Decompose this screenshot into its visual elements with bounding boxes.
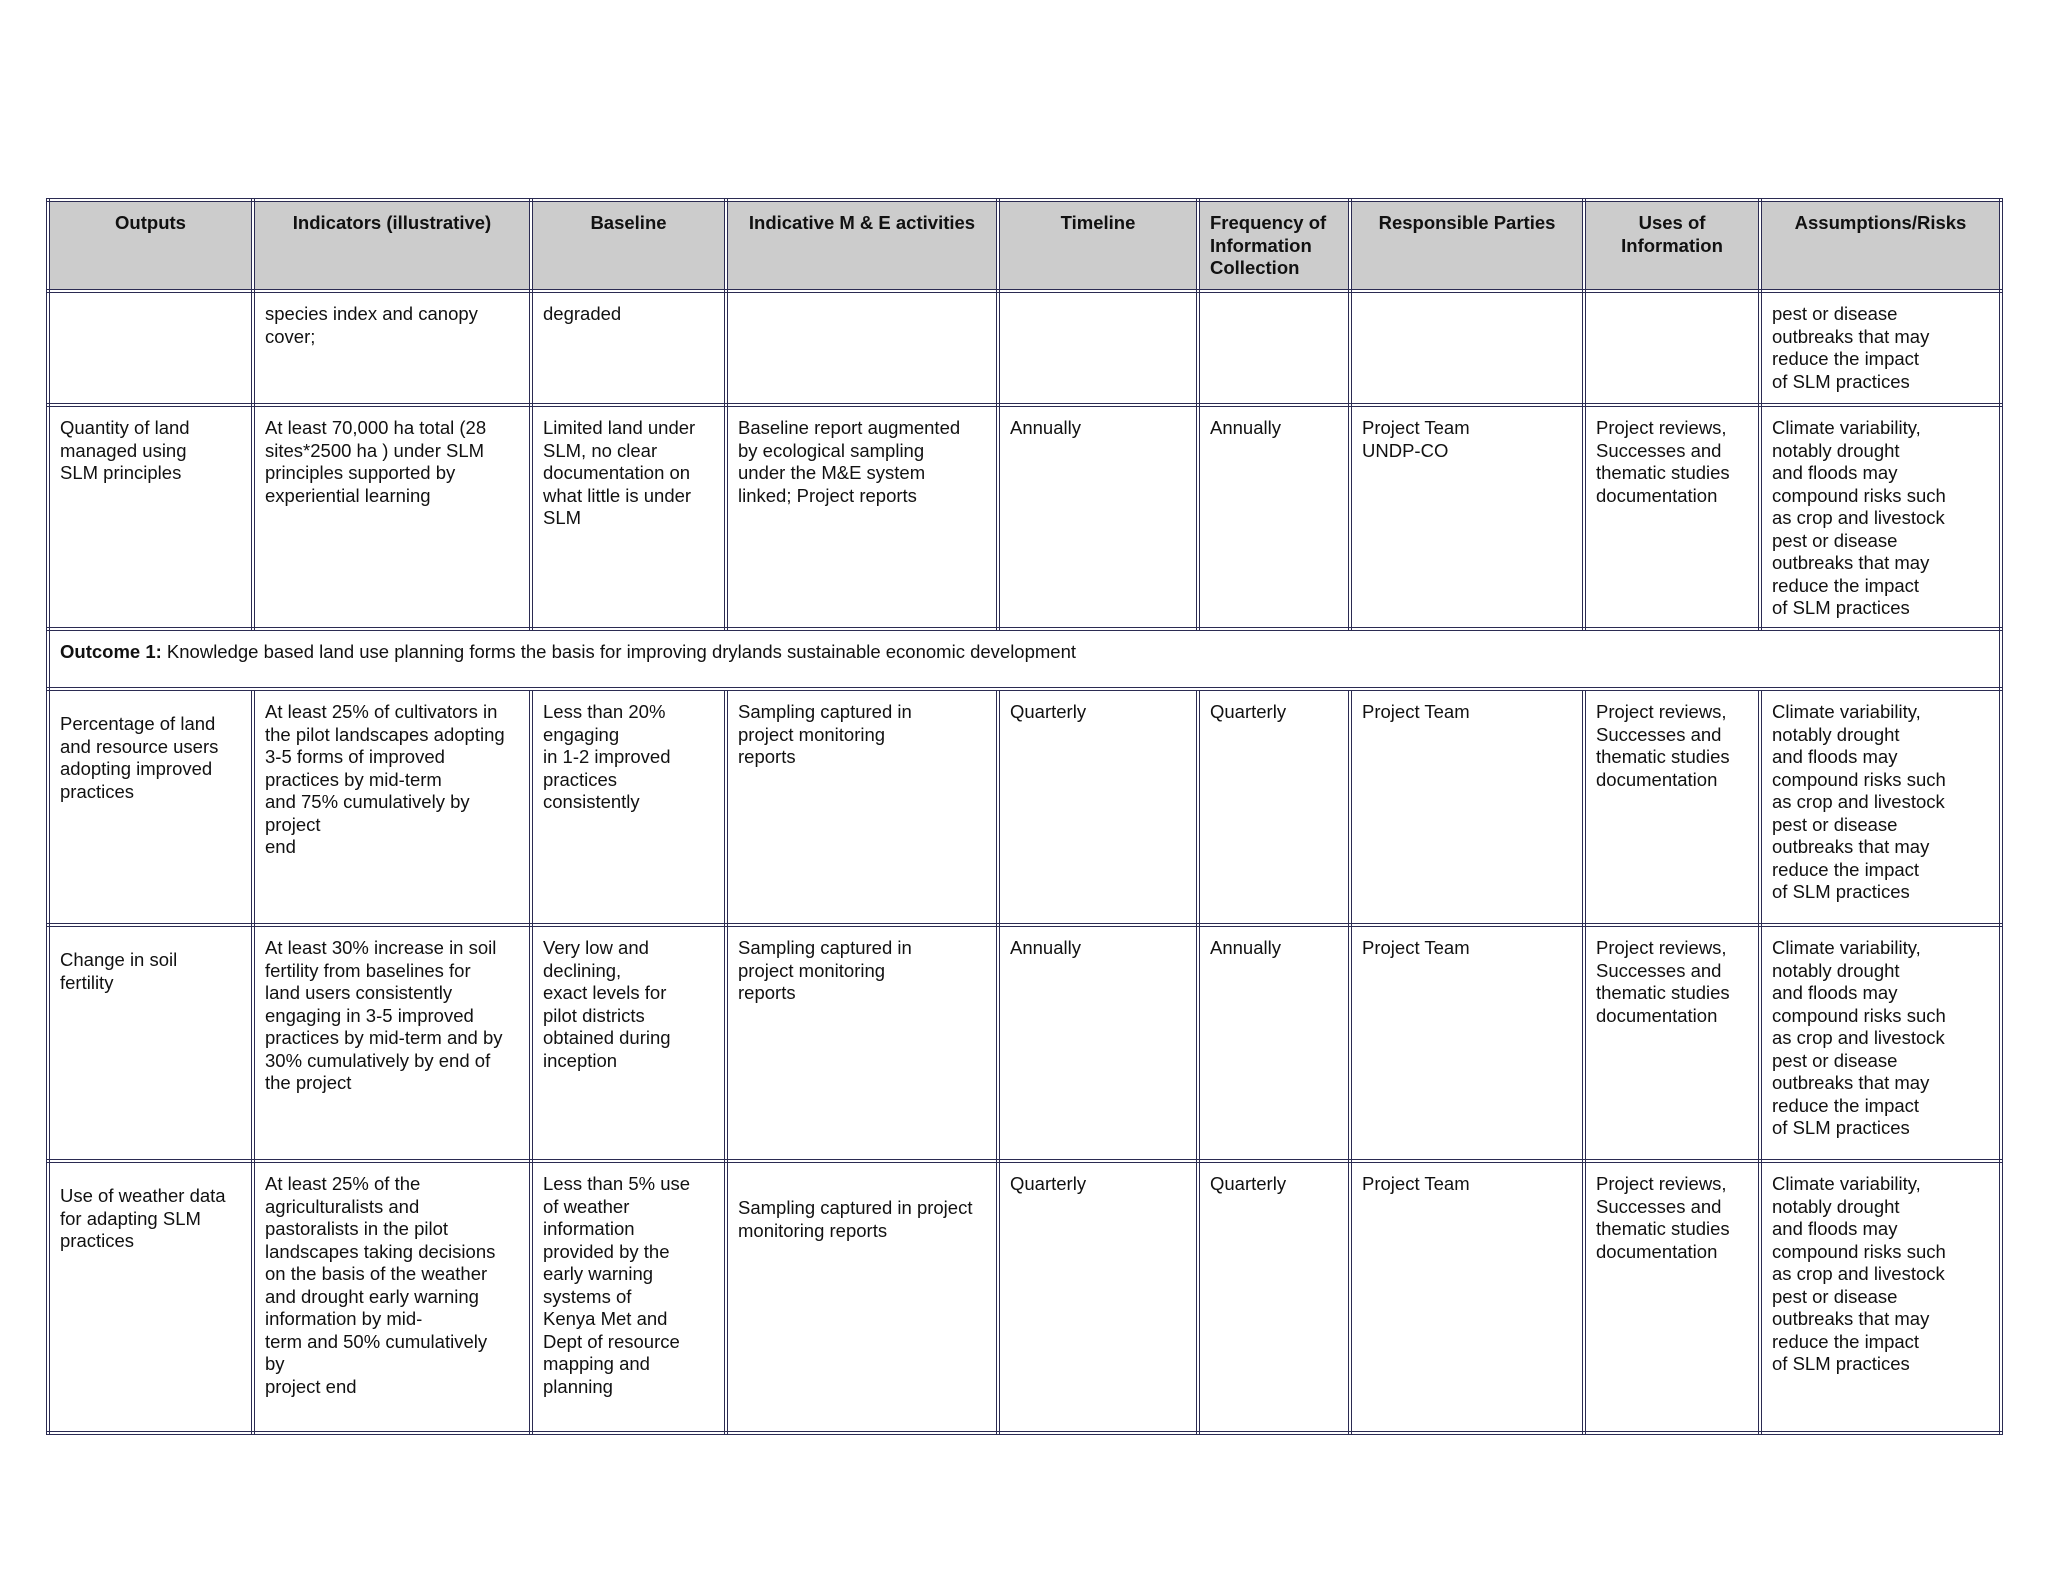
header-uses: Uses of Information bbox=[1584, 200, 1760, 291]
cell-parties: Project Team bbox=[1350, 925, 1584, 1161]
cell-parties: Project Team bbox=[1350, 1161, 1584, 1433]
cell-parties: Project Team UNDP-CO bbox=[1350, 405, 1584, 629]
outcome-row bbox=[48, 629, 2001, 689]
table-row bbox=[48, 689, 2001, 925]
cell-output: Percentage of land and resource users adopting improved practices bbox=[48, 689, 253, 925]
cell-parties bbox=[1350, 291, 1584, 405]
cell-baseline: Limited land under SLM, no clear documentation on what little is under SLM bbox=[531, 405, 726, 629]
cell-frequency: Annually bbox=[1198, 405, 1350, 629]
cell-risks: pest or disease outbreaks that may reduce the impact of SLM practices bbox=[1760, 291, 2001, 405]
cell-activities: Sampling captured in project monitoring reports bbox=[726, 925, 998, 1161]
cell-output: Quantity of land managed using SLM principles bbox=[48, 405, 253, 629]
cell-frequency bbox=[1198, 291, 1350, 405]
cell-risks: Climate variability, notably drought and floods may compound risks such as crop and livestock pest or disease outbreaks that may reduce the impact of SLM practices bbox=[1760, 925, 2001, 1161]
cell-risks: Climate variability, notably drought and floods may compound risks such as crop and livestock pest or disease outbreaks that may reduce the impact of SLM practices bbox=[1760, 689, 2001, 925]
cell-output: Change in soil fertility bbox=[48, 925, 253, 1161]
cell-timeline bbox=[998, 291, 1198, 405]
cell-activities bbox=[726, 291, 998, 405]
cell-indicator: At least 30% increase in soil fertility from baselines for land users consistently engaging in 3-5 improved practices by mid-term and by 30% cumulatively by end of the project bbox=[253, 925, 531, 1161]
cell-frequency: Quarterly bbox=[1198, 1161, 1350, 1433]
me-framework-table bbox=[46, 198, 2003, 1435]
cell-output: Use of weather data for adapting SLM practices bbox=[48, 1161, 253, 1433]
header-activities: Indicative M & E activities bbox=[726, 200, 998, 291]
cell-baseline: Less than 5% use of weather information provided by the early warning systems of Kenya Met and Dept of resource mapping and planning bbox=[531, 1161, 726, 1433]
table-row bbox=[48, 405, 2001, 629]
cell-frequency: Quarterly bbox=[1198, 689, 1350, 925]
cell-output bbox=[48, 291, 253, 405]
cell-activities: Sampling captured in project monitoring reports bbox=[726, 1161, 998, 1433]
cell-parties: Project Team bbox=[1350, 689, 1584, 925]
cell-uses: Project reviews, Successes and thematic studies documentation bbox=[1584, 925, 1760, 1161]
cell-indicator: At least 70,000 ha total (28 sites*2500 ha ) under SLM principles supported by experiential learning bbox=[253, 405, 531, 629]
header-responsible-parties: Responsible Parties bbox=[1350, 200, 1584, 291]
cell-baseline: Very low and declining, exact levels for pilot districts obtained during inception bbox=[531, 925, 726, 1161]
header-baseline: Baseline bbox=[531, 200, 726, 291]
cell-risks: Climate variability, notably drought and floods may compound risks such as crop and livestock pest or disease outbreaks that may reduce the impact of SLM practices bbox=[1760, 405, 2001, 629]
cell-indicator: At least 25% of cultivators in the pilot landscapes adopting 3-5 forms of improved practices by mid-term and 75% cumulatively by project end bbox=[253, 689, 531, 925]
table-row bbox=[48, 291, 2001, 405]
cell-indicator: species index and canopy cover; bbox=[253, 291, 531, 405]
header-outputs: Outputs bbox=[48, 200, 253, 291]
outcome-label: Outcome 1: bbox=[60, 641, 162, 662]
table-row bbox=[48, 1161, 2001, 1433]
header-row bbox=[48, 200, 2001, 291]
header-risks: Assumptions/Risks bbox=[1760, 200, 2001, 291]
header-timeline: Timeline bbox=[998, 200, 1198, 291]
cell-frequency: Annually bbox=[1198, 925, 1350, 1161]
cell-uses: Project reviews, Successes and thematic studies documentation bbox=[1584, 689, 1760, 925]
cell-baseline: Less than 20% engaging in 1-2 improved practices consistently bbox=[531, 689, 726, 925]
cell-activities: Baseline report augmented by ecological sampling under the M&E system linked; Project reports bbox=[726, 405, 998, 629]
table-row bbox=[48, 925, 2001, 1161]
cell-indicator: At least 25% of the agriculturalists and pastoralists in the pilot landscapes taking decisions on the basis of the weather and drought early warning information by mid- term and 50% cumulatively by project end bbox=[253, 1161, 531, 1433]
cell-timeline: Quarterly bbox=[998, 689, 1198, 925]
outcome-text: Knowledge based land use planning forms the basis for improving drylands sustainable economic development bbox=[161, 641, 1077, 662]
header-indicators: Indicators (illustrative) bbox=[253, 200, 531, 291]
cell-timeline: Quarterly bbox=[998, 1161, 1198, 1433]
outcome-cell bbox=[48, 629, 2001, 689]
cell-uses bbox=[1584, 291, 1760, 405]
cell-activities: Sampling captured in project monitoring reports bbox=[726, 689, 998, 925]
cell-uses: Project reviews, Successes and thematic studies documentation bbox=[1584, 1161, 1760, 1433]
cell-timeline: Annually bbox=[998, 925, 1198, 1161]
header-frequency: Frequency of Information Collection bbox=[1198, 200, 1350, 291]
cell-uses: Project reviews, Successes and thematic studies documentation bbox=[1584, 405, 1760, 629]
cell-timeline: Annually bbox=[998, 405, 1198, 629]
cell-baseline: degraded bbox=[531, 291, 726, 405]
cell-risks: Climate variability, notably drought and floods may compound risks such as crop and livestock pest or disease outbreaks that may reduce the impact of SLM practices bbox=[1760, 1161, 2001, 1433]
